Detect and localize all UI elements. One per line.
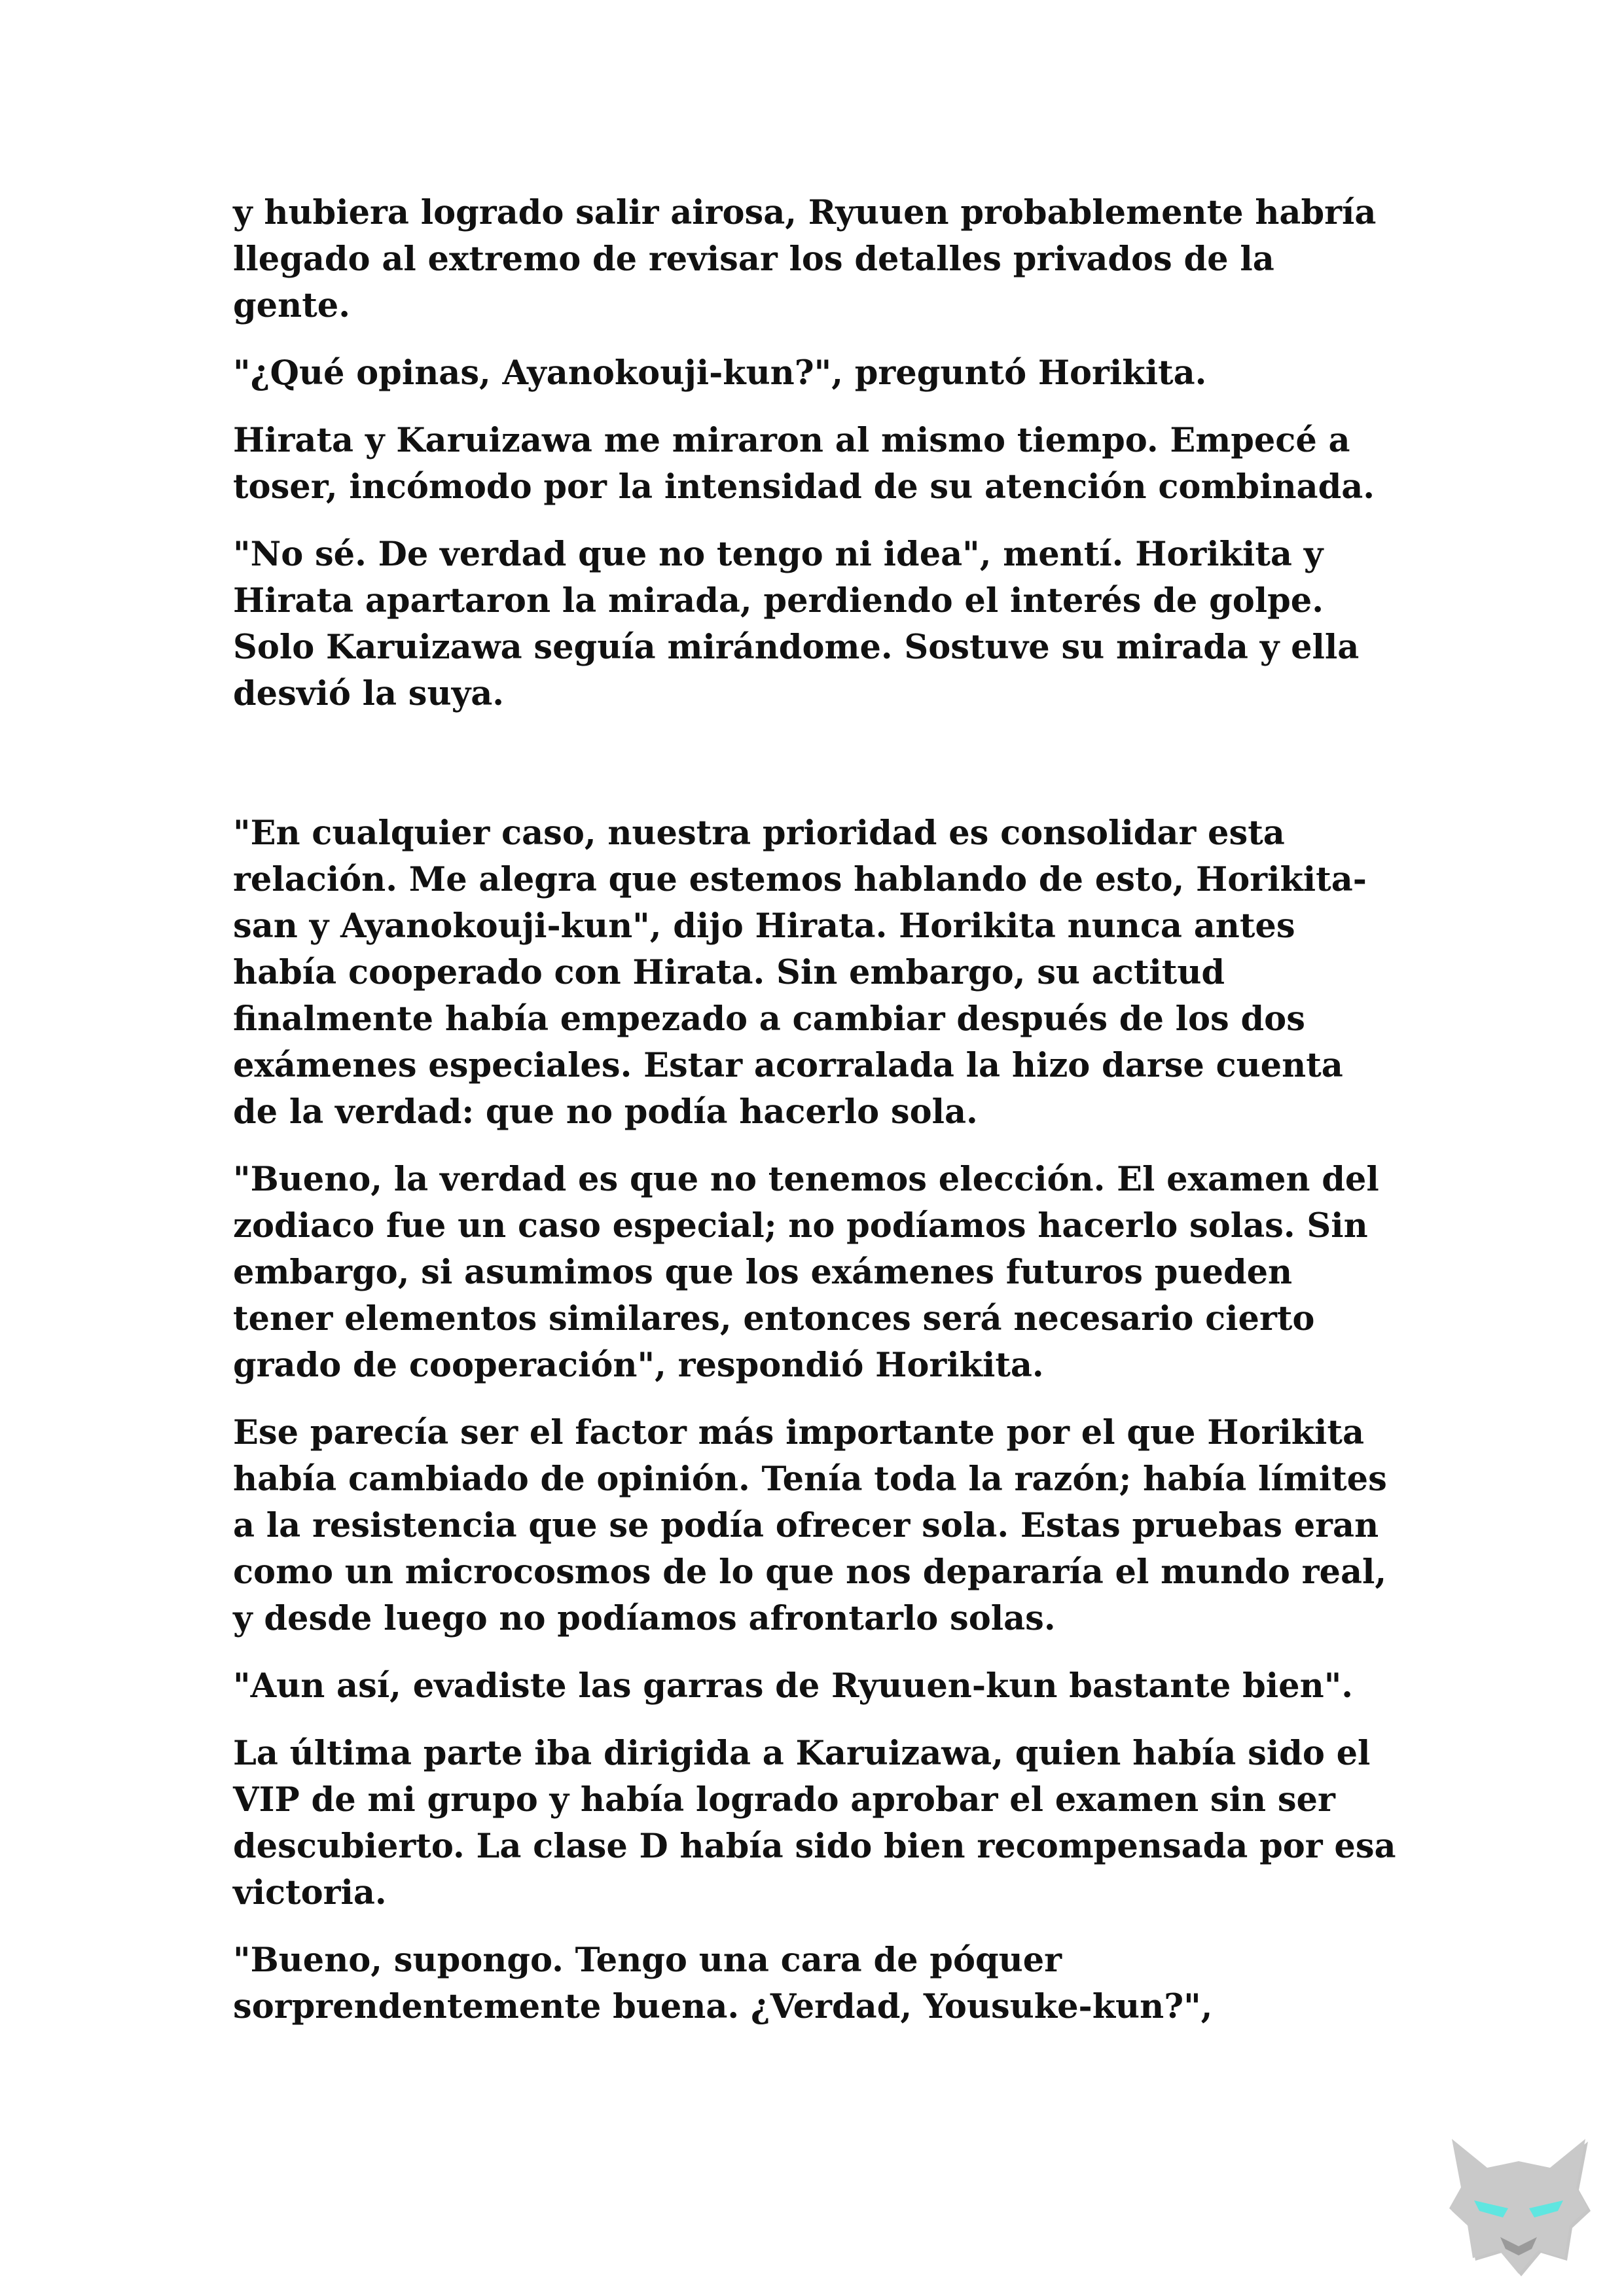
paragraph: Hirata y Karuizawa me miraron al mismo tiempo. Empecé a toser, incómodo por la intensidad de su atención combinada. <box>233 421 1375 507</box>
paragraph: Ese parecía ser el factor más importante por el que Horikita había cambiado de opinión. Tenía toda la razón; había límites a la resistencia que se podía ofrecer sola. Estas pruebas eran como un microcosmos de lo que nos depararía el mundo real, y desde luego no podíamos afrontarlo solas. <box>233 1413 1387 1638</box>
paragraph: "¿Qué opinas, Ayanokouji-kun?", preguntó Horikita. <box>233 353 1207 393</box>
demon-mask-icon <box>1440 2127 1597 2278</box>
paragraph: "Bueno, supongo. Tengo una cara de póquer sorprendentemente buena. ¿Verdad, Yousuke-kun?", <box>233 1941 1213 2026</box>
paragraph: "En cualquier caso, nuestra prioridad es consolidar esta relación. Me alegra que estemos hablando de esto, Horikita-san y Ayanokouji-kun", dijo Hirata. Horikita nunca antes había cooperado con Hirata. Sin embargo, su actitud finalmente había empezado a cambiar después de los dos exámenes especiales. Estar acorralada la hizo darse cuenta de la verdad: que no podía hacerlo sola. <box>233 814 1367 1132</box>
paragraph: "Bueno, la verdad es que no tenemos elección. El examen del zodiaco fue un caso especial; no podíamos hacerlo solas. Sin embargo, si asumimos que los exámenes futuros pueden tener elementos similares, entonces será necesario cierto grado de cooperación", respondió Horikita. <box>233 1160 1379 1385</box>
paragraph: y hubiera logrado salir airosa, Ryuuen probablemente habría llegado al extremo de revisar los detalles privados de la gente. <box>233 193 1377 325</box>
section-break <box>233 738 1398 810</box>
paragraph: La última parte iba dirigida a Karuizawa, quien había sido el VIP de mi grupo y había logrado aprobar el examen sin ser descubierto. La clase D había sido bien recompensada por esa victoria. <box>233 1734 1396 1912</box>
body-text <box>233 190 1398 2051</box>
paragraph: "Aun así, evadiste las garras de Ryuuen-kun bastante bien". <box>233 1666 1354 1706</box>
paragraph: "No sé. De verdad que no tengo ni idea", mentí. Horikita y Hirata apartaron la mirada, perdiendo el interés de golpe. Solo Karuizawa seguía mirándome. Sostuve su mirada y ella desvió la suya. <box>233 535 1360 713</box>
